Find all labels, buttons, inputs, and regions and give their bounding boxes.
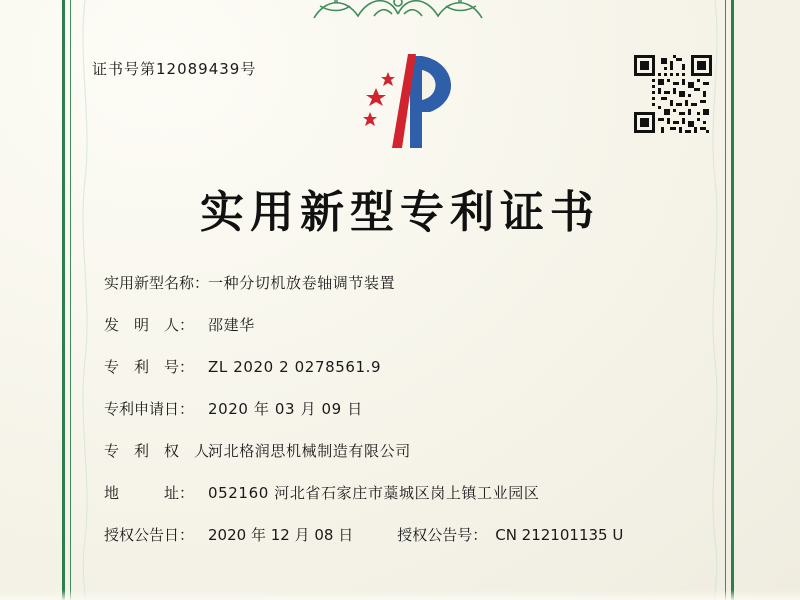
field-label-grant-date: 授权公告日： [104,526,195,544]
field-value: 河北格润思机械制造有限公司 [208,442,411,460]
field-value: 2020 年 03 月 09 日 [208,400,363,418]
field-value: 一种分切机放卷轴调节装置 [208,274,396,292]
field-row-patentee [104,440,704,461]
field-value-announcement-number: CN 212101135 U [495,526,624,544]
field-label: 专 利 号： [104,358,195,376]
field-list [104,272,704,566]
qr-code-icon [634,55,712,133]
ornament-top-icon [74,0,722,22]
field-value: ZL 2020 2 0278561.9 [208,358,382,376]
field-value: 邵建华 [208,316,255,334]
field-value: 052160 河北省石家庄市藁城区岗上镇工业园区 [208,484,540,502]
field-label: 地 址： [104,484,195,502]
field-label: 发 明 人： [104,316,195,334]
ornament-left-icon [76,0,94,600]
field-label-announcement-number: 授权公告号： [397,526,488,544]
field-row-inventor [104,314,704,335]
field-row-patent-number [104,356,704,377]
field-label: 实用新型名称： [104,274,210,292]
field-row-application-date [104,398,704,419]
field-row-grant-announcement [104,524,704,545]
certificate-number: 证书号第12089439号 [92,60,257,78]
field-row-address [104,482,704,503]
patent-office-emblem-icon [352,48,482,158]
page-title: 实用新型专利证书 [200,187,600,238]
field-label: 专 利 权 人： [104,442,225,460]
field-label: 专利申请日： [104,400,195,418]
field-value-grant-date: 2020 年 12 月 08 日 [208,526,354,544]
field-row-utility-model-name [104,272,704,293]
